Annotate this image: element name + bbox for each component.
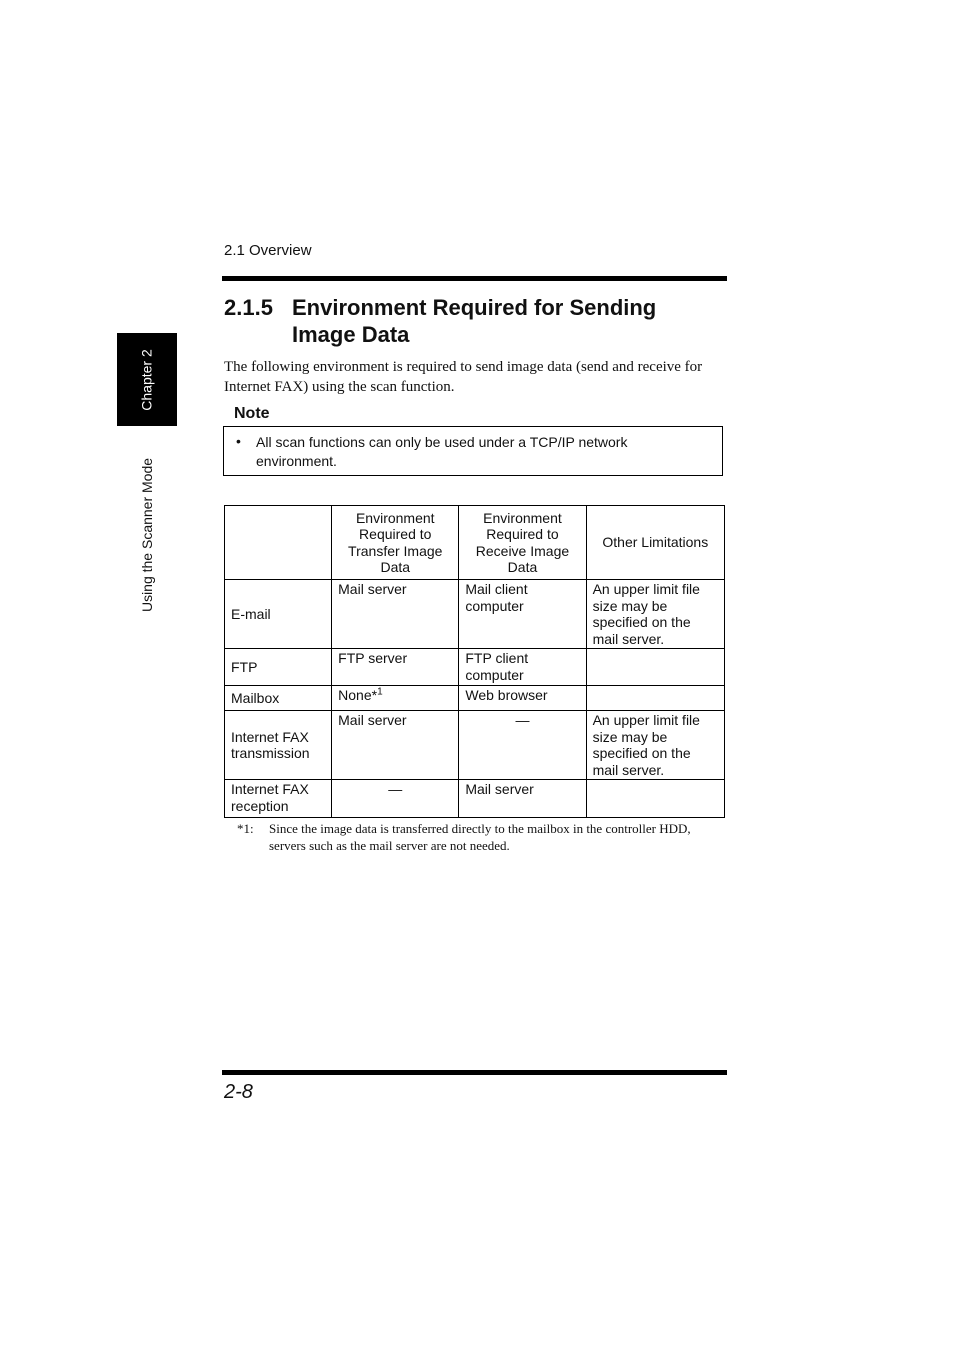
- table-cell: An upper limit file size may be specified on the mail server.: [586, 711, 724, 780]
- table-cell: Mail client computer: [459, 580, 586, 649]
- table-cell: —: [459, 711, 586, 780]
- table-cell: [586, 649, 724, 686]
- table-cell: [586, 780, 724, 818]
- table-row-header: FTP: [225, 649, 332, 686]
- table-cell: —: [332, 780, 459, 818]
- chapter-tab-label-wrap: [117, 333, 177, 426]
- table-cell: FTP client computer: [459, 649, 586, 686]
- table-header-cell: Environment Required to Receive Image Data: [459, 506, 586, 580]
- footnote-ref: 1: [377, 686, 383, 698]
- table-cell: FTP server: [332, 649, 459, 686]
- note-label: Note: [234, 405, 270, 422]
- table-row-header: Internet FAX transmission: [225, 711, 332, 780]
- running-head: 2.1 Overview: [224, 242, 312, 259]
- table-cell: Mail server: [332, 711, 459, 780]
- footnote-mark: *1:: [237, 821, 254, 836]
- section-number: 2.1.5: [224, 295, 273, 320]
- table-header-row: [225, 506, 725, 580]
- side-mode-label: Using the Scanner Mode: [139, 457, 155, 613]
- table-row: [225, 580, 725, 649]
- page-number: 2-8: [224, 1081, 253, 1103]
- note-bullet: •: [236, 433, 241, 449]
- section-title: Environment Required for Sending Image Data: [292, 295, 657, 347]
- side-mode-wrap: [117, 440, 177, 630]
- chapter-tab-label: Chapter 2: [139, 348, 156, 411]
- top-rule: [222, 276, 727, 281]
- table-cell: [332, 686, 459, 711]
- footnote-text: Since the image data is transferred directly to the mailbox in the controller HDD, servers such as the mail server are not needed.: [269, 821, 691, 853]
- section-heading: [224, 294, 724, 348]
- table-header-cell: Environment Required to Transfer Image Data: [332, 506, 459, 580]
- note-box: [223, 426, 723, 476]
- intro-paragraph: The following environment is required to send image data (send and receive for Internet FAX) using the scan function.: [224, 359, 703, 395]
- table-cell: An upper limit file size may be specified on the mail server.: [586, 580, 724, 649]
- table-header-cell: [225, 506, 332, 580]
- table-cell: Web browser: [459, 686, 586, 711]
- table-header-cell: Other Limitations: [586, 506, 724, 580]
- table-cell: Mail server: [332, 580, 459, 649]
- table-row: [225, 780, 725, 818]
- table-row: [225, 649, 725, 686]
- table-row-header: Mailbox: [225, 686, 332, 711]
- bottom-rule: [222, 1070, 727, 1075]
- table-row-header: Internet FAX reception: [225, 780, 332, 818]
- environment-table: [224, 505, 725, 818]
- table-row: [225, 686, 725, 711]
- table-row-header: E-mail: [225, 580, 332, 649]
- table-cell-text: None*: [338, 687, 378, 703]
- footnote: [237, 820, 727, 854]
- table-cell: Mail server: [459, 780, 586, 818]
- table-cell: [586, 686, 724, 711]
- table-row: [225, 711, 725, 780]
- note-text: All scan functions can only be used under a TCP/IP network environment.: [256, 434, 628, 469]
